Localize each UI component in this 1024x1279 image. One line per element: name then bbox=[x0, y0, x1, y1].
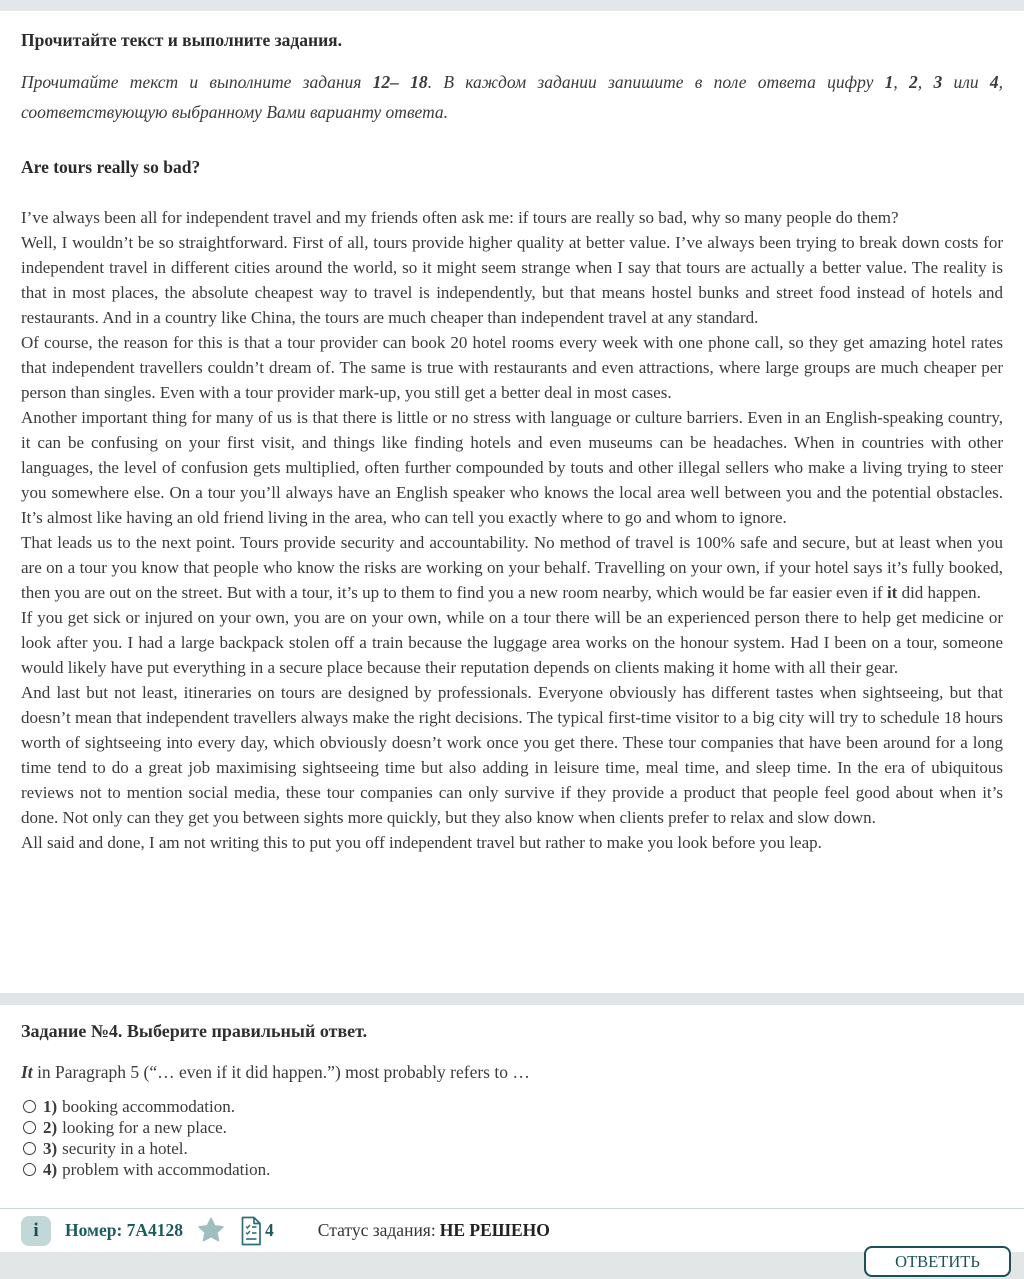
task-range: 12– 18 bbox=[372, 72, 428, 92]
bold-it-word: it bbox=[886, 583, 898, 602]
digit-3: 3 bbox=[933, 72, 943, 92]
task-title: Задание №4. Выберите правильный ответ. bbox=[21, 1021, 368, 1041]
radio-button-2[interactable] bbox=[23, 1121, 36, 1134]
paragraph-5-text: That leads us to the next point. Tours provide security and accountability. No method of travel is 100% safe and secure, but at least when you are on a tour you know that people who know the risks are working on your behalf. Travelling on your own, if your hotel says it’s fully booked, then you are out on the street. But with a tour, it’s up to them to find you a new room nearby, which would be far easier even if bbox=[21, 533, 1003, 602]
top-bar bbox=[0, 0, 1024, 11]
paragraph-8: All said and done, I am not writing this to put you off independent travel but rather to make you look before you leap. bbox=[21, 833, 822, 852]
instruction-text: Прочитайте текст и выполните задания bbox=[21, 72, 373, 92]
paragraph-6: If you get sick or injured on your own, you are on your own, while on a tour there will be an experienced person there to help get medicine or look after you. I had a large backpack stolen off a train because the luggage area works on the honour system. Had I been on a tour, someone would likely have put everything in a secure place because their reputation depends on clients making it home with all their gear. bbox=[21, 608, 1003, 677]
status-label bbox=[318, 1220, 550, 1241]
digit-2: 2 bbox=[909, 72, 918, 92]
option-1-label: booking accommodation. bbox=[62, 1096, 235, 1116]
digit-4: 4 bbox=[989, 72, 999, 92]
paragraph-2: Well, I wouldn’t be so straightforward. First of all, tours provide higher quality at better value. I’ve always been trying to break down costs for independent travel in different cities around the world, so it might seem strange when I say that tours are actually a better value. The reality is that in most places, the absolute cheapest way to travel is independently, but that means hostel bunks and street food instead of hotels and restaurants. And in a country like China, the tours are much cheaper than independent travel at any standard. bbox=[21, 233, 1003, 327]
article-title: Are tours really so bad? bbox=[21, 157, 201, 177]
section-divider bbox=[0, 993, 1024, 1005]
paragraph-7: And last but not least, itineraries on tours are designed by professionals. Everyone obviously has different tastes when sightseeing, but that doesn’t mean that independent travellers always make the right decisions. The typical first-time visitor to a big city will try to schedule 18 hours worth of sightseeing into every day, which obviously doesn’t work once you get there. These tour companies that have been around for a long time tend to do a great job maximising sightseeing time but also adding in leisure time, meal time, and sleep time. In the era of ubiquitous reviews not to mention social media, these tour companies can only survive if they provide a product that people feel good about when it’s done. Not only can they get you between sights more quickly, but they also know when clients prefer to relax and slow down. bbox=[21, 683, 1003, 827]
instruction-text: , соответствующую выбранному Вами варианту ответа. bbox=[21, 72, 1003, 122]
paragraph-5 bbox=[21, 530, 1003, 605]
option-3-label: security in a hotel. bbox=[62, 1138, 188, 1158]
status-badge: НЕ РЕШЕНО bbox=[439, 1220, 550, 1240]
page-title: Прочитайте текст и выполните задания. bbox=[21, 30, 343, 50]
comma: , bbox=[893, 72, 910, 92]
star-icon[interactable] bbox=[196, 1216, 226, 1245]
option-4-label: problem with accommodation. bbox=[62, 1159, 271, 1179]
option-3-number: 3) bbox=[43, 1138, 58, 1158]
question-text bbox=[21, 1062, 1003, 1083]
answer-options bbox=[21, 1096, 1003, 1180]
option-2[interactable] bbox=[21, 1117, 1003, 1138]
info-icon[interactable]: i bbox=[21, 1216, 51, 1246]
radio-button-4[interactable] bbox=[23, 1163, 36, 1176]
instruction-text: или bbox=[942, 72, 990, 92]
option-1[interactable] bbox=[21, 1096, 1003, 1117]
instruction-text: . В каждом задании запишите в поле ответа цифру bbox=[427, 72, 885, 92]
question-it-word: It bbox=[21, 1062, 33, 1082]
option-2-label: looking for a new place. bbox=[62, 1117, 227, 1137]
main-content bbox=[0, 30, 1024, 1180]
paragraph-3: Of course, the reason for this is that a tour provider can book 20 hotel rooms every week with one phone call, so they get amazing hotel rates that independent travellers couldn’t dream of. The same is true with restaurants and even attractions, where large groups are much cheaper per person than singles. Even with a tour provider mark-up, you still get a better deal in most cases. bbox=[21, 333, 1003, 402]
exam-instruction bbox=[21, 67, 1003, 127]
reading-text bbox=[21, 205, 1003, 947]
radio-button-1[interactable] bbox=[23, 1100, 36, 1113]
option-3[interactable] bbox=[21, 1138, 1003, 1159]
document-count: 4 bbox=[265, 1220, 274, 1240]
question-rest: in Paragraph 5 (“… even if it did happen.”) most probably refers to … bbox=[32, 1062, 530, 1082]
comma: , bbox=[917, 72, 934, 92]
option-4[interactable] bbox=[21, 1159, 1003, 1180]
radio-button-3[interactable] bbox=[23, 1142, 36, 1155]
digit-1: 1 bbox=[884, 72, 894, 92]
answer-button[interactable]: ОТВЕТИТЬ bbox=[864, 1246, 1011, 1277]
paragraph-4: Another important thing for many of us is that there is little or no stress with language or culture barriers. Even in an English-speaking country, it can be confusing on your first visit, and things like finding hotels and even museums can be headaches. When in countries with other languages, the level of confusion gets multiplied, often further compounded by touts and other illegal sellers who make a living trying to steer you somewhere else. On a tour you’ll always have an English speaker who knows the local area well between you and the potential obstacles. It’s almost like having an old friend living in the area, who can tell you exactly where to go and whom to ignore. bbox=[21, 408, 1003, 527]
option-1-number: 1) bbox=[43, 1096, 58, 1116]
option-2-number: 2) bbox=[43, 1117, 58, 1137]
paragraph-5-text: did happen. bbox=[897, 583, 981, 602]
task-number: Номер: 7A4128 bbox=[65, 1220, 184, 1240]
status-label-text: Статус задания: bbox=[317, 1220, 436, 1240]
document-list-icon[interactable] bbox=[239, 1216, 263, 1246]
paragraph-1: I’ve always been all for independent travel and my friends often ask me: if tours are really so bad, why so many people do them? bbox=[21, 208, 899, 227]
option-4-number: 4) bbox=[43, 1159, 58, 1179]
